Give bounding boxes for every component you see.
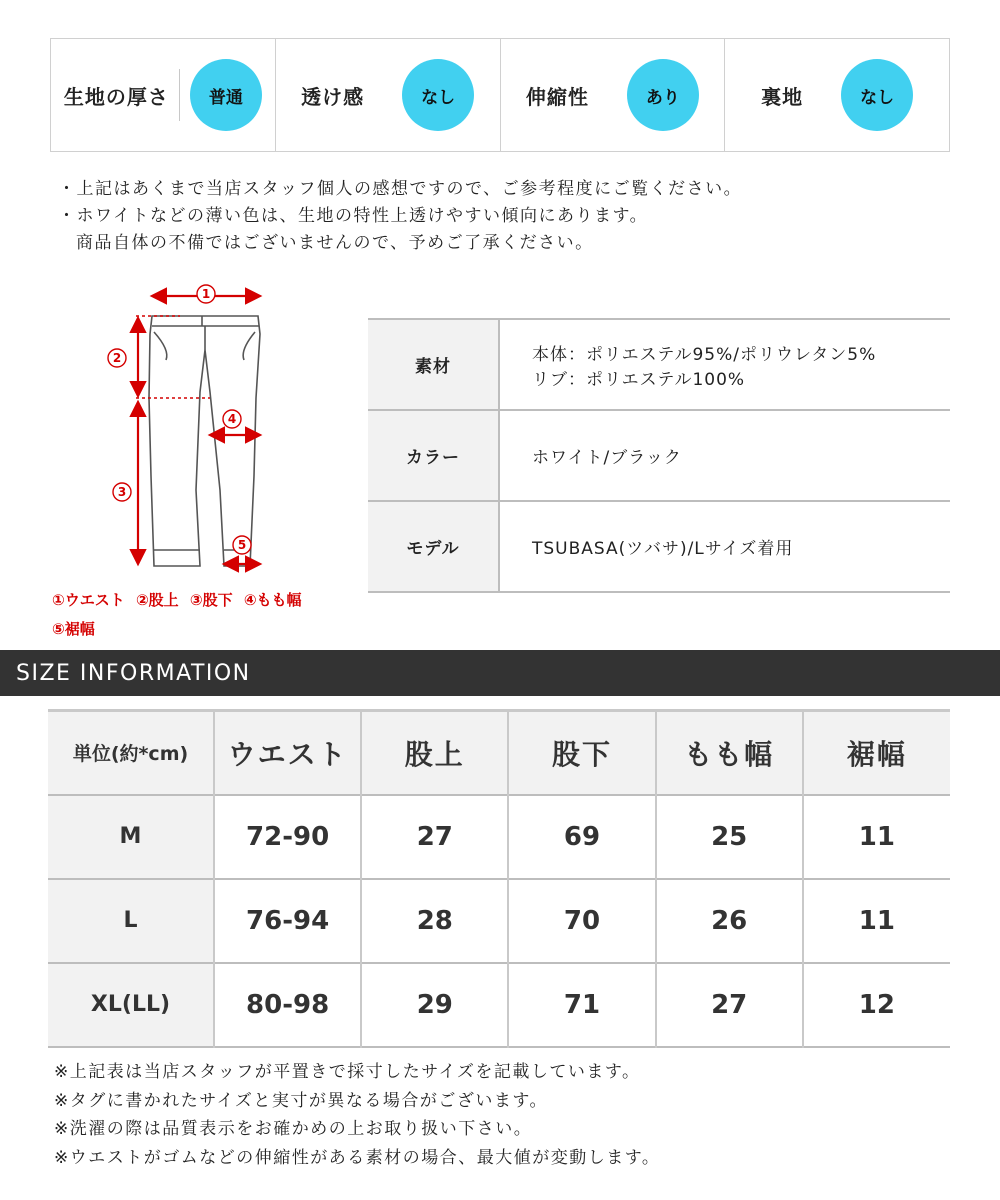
spec-value: TSUBASA(ツバサ)/Lサイズ着用: [499, 501, 950, 592]
table-cell: 11: [803, 795, 950, 879]
size-table-header-row: [48, 711, 950, 795]
table-cell: 27: [361, 795, 508, 879]
attr-sheerness: [275, 39, 500, 151]
diagram-legend: [52, 586, 362, 644]
attr-value-badge: あり: [627, 59, 699, 131]
attr-thickness: [51, 39, 275, 151]
legend-item: ④もも幅: [243, 591, 302, 609]
note-line: 商品自体の不備ではございませんので、予めご了承ください。: [76, 233, 594, 253]
note-line: ※タグに書かれたサイズと実寸が異なる場合がございます。: [54, 1090, 549, 1111]
spec-key: モデル: [368, 501, 499, 592]
column-header: 裾幅: [803, 711, 950, 795]
note-line: ※ウエストがゴムなどの伸縮性がある素材の場合、最大値が変動します。: [54, 1147, 661, 1168]
pants-measurement-diagram: [50, 280, 360, 580]
spec-key: カラー: [368, 410, 499, 501]
table-cell: 80-98: [214, 963, 361, 1047]
attr-value-badge: なし: [402, 59, 474, 131]
note-line: ・上記はあくまで当店スタッフ個人の感想ですので、ご参考程度にご覧ください。: [58, 179, 743, 199]
column-header: ウエスト: [214, 711, 361, 795]
table-cell: 72-90: [214, 795, 361, 879]
table-cell: 71: [508, 963, 655, 1047]
table-cell: 76-94: [214, 879, 361, 963]
note-line: ※洗濯の際は品質表示をお確かめの上お取り扱い下さい。: [54, 1119, 533, 1139]
spec-key: 素材: [368, 319, 499, 410]
legend-item: ①ウエスト: [52, 591, 125, 609]
size-table: [48, 709, 950, 1048]
table-cell: 69: [508, 795, 655, 879]
column-header: 単位(約*cm): [48, 711, 214, 795]
spec-value: [499, 319, 950, 410]
legend-item: ⑤裾幅: [52, 620, 95, 638]
spec-value-line: リブ：ポリエステル100%: [532, 369, 746, 390]
product-spec-table: [368, 318, 950, 593]
size-label: XL(LL): [48, 963, 214, 1047]
marker-1: 1: [201, 287, 211, 301]
legend-item: ③股下: [189, 591, 233, 609]
table-cell: 70: [508, 879, 655, 963]
table-row: [48, 879, 950, 963]
size-label: L: [48, 879, 214, 963]
note-line: ※上記表は当店スタッフが平置きで採寸したサイズを記載しています。: [54, 1062, 641, 1082]
attr-label: 裏地: [761, 84, 804, 109]
legend-item: ②股上: [135, 591, 179, 609]
column-header: もも幅: [656, 711, 803, 795]
column-header: 股下: [508, 711, 655, 795]
spec-value: ホワイト/ブラック: [499, 410, 950, 501]
attr-stretch: [500, 39, 725, 151]
table-row: [48, 795, 950, 879]
table-cell: 27: [656, 963, 803, 1047]
attr-lining: [724, 39, 949, 151]
table-cell: 26: [656, 879, 803, 963]
size-information-header: [0, 650, 1000, 696]
marker-2: 2: [112, 351, 122, 365]
column-header: 股上: [361, 711, 508, 795]
attribute-notes: [58, 176, 742, 257]
attr-label: 生地の厚さ: [63, 84, 169, 109]
attr-label: 伸縮性: [525, 84, 589, 109]
fabric-attributes: [50, 38, 950, 152]
marker-3: 3: [117, 485, 127, 499]
table-cell: 25: [656, 795, 803, 879]
table-cell: 11: [803, 879, 950, 963]
size-notes: [54, 1058, 660, 1172]
attr-label: 透け感: [301, 84, 365, 109]
marker-5: 5: [237, 538, 247, 552]
table-cell: 12: [803, 963, 950, 1047]
table-row: [48, 963, 950, 1047]
spec-row-material: [368, 319, 950, 410]
attr-value-badge: なし: [841, 59, 913, 131]
pants-outline: [149, 316, 260, 566]
table-cell: 29: [361, 963, 508, 1047]
spec-row-color: [368, 410, 950, 501]
spec-value-line: 本体：ポリエステル95%/ポリウレタン5%: [532, 344, 877, 365]
section-title: SIZE INFORMATION: [16, 660, 251, 686]
marker-4: 4: [227, 412, 237, 426]
size-label: M: [48, 795, 214, 879]
note-line: ・ホワイトなどの薄い色は、生地の特性上透けやすい傾向にあります。: [58, 206, 649, 226]
attr-value-badge: 普通: [190, 59, 262, 131]
spec-row-model: [368, 501, 950, 592]
table-cell: 28: [361, 879, 508, 963]
divider: [179, 69, 180, 121]
